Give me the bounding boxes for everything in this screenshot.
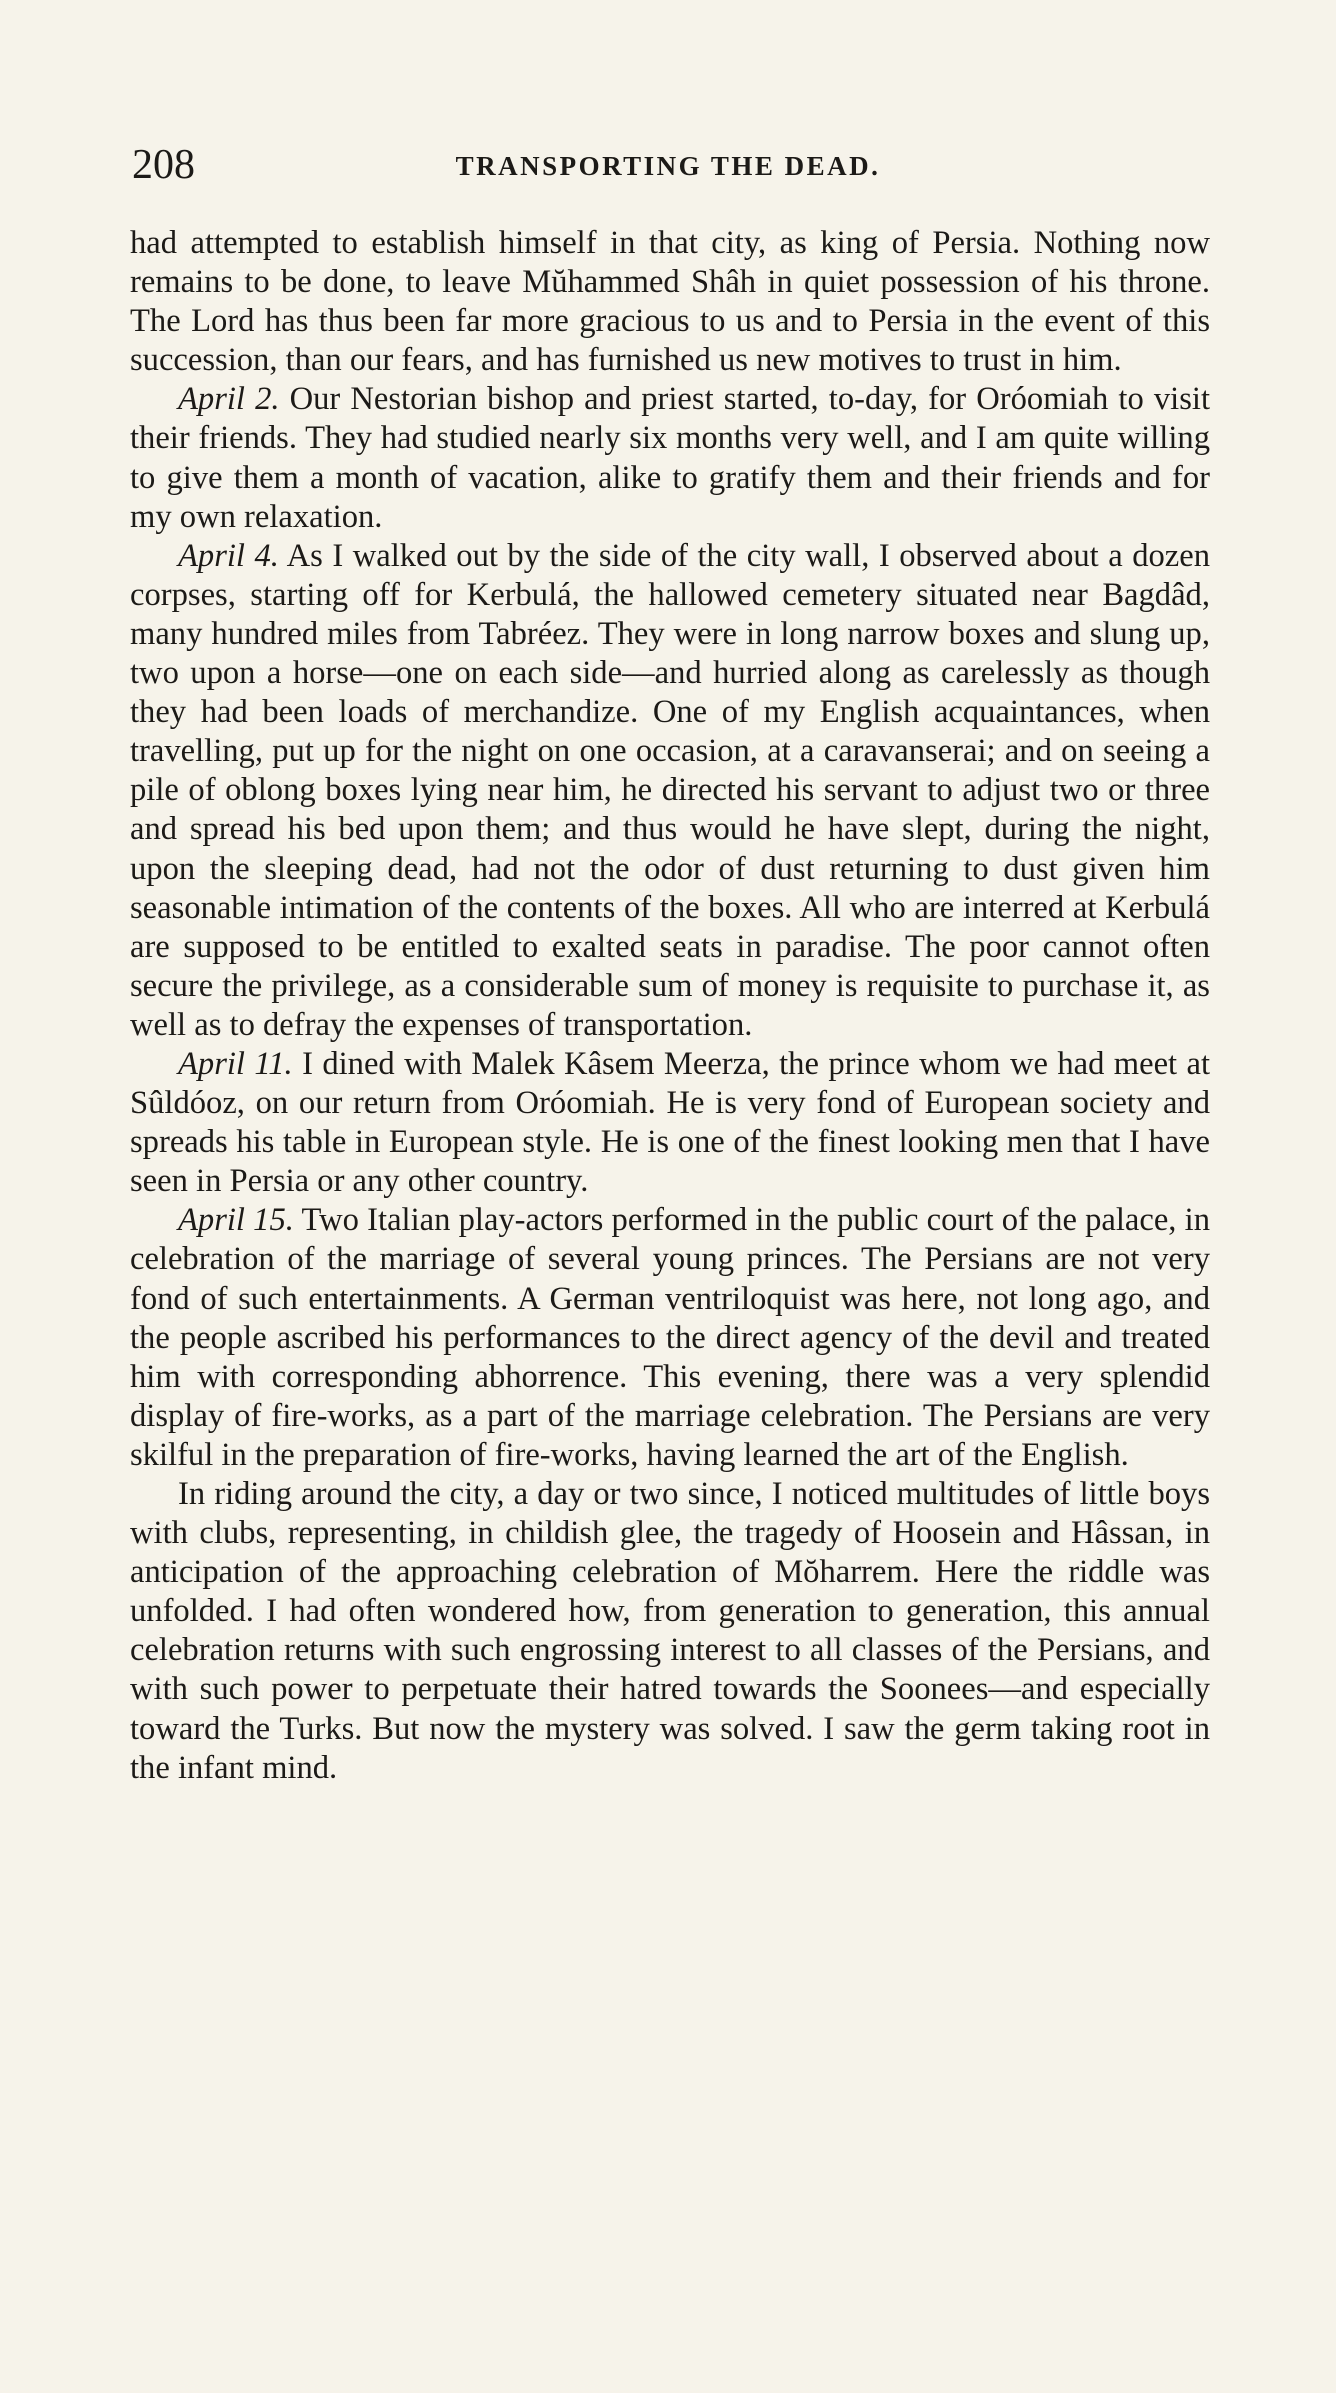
paragraph-continuation: [130, 224, 1210, 380]
entry-date: April 15.: [178, 1202, 294, 1239]
page-number: 208: [132, 142, 195, 188]
paragraph-text: Two Italian play-actors performed in the public court of the palace, in celebration of the marriage of several young princes. The Persians are not very fond of such entertainments. A German ventriloquist was here, not long ago, and the people ascribed his performances to the direct agency of the devil and treated him with corresponding abhorrence. This evening, there was a very splendid display of fire-works, as a part of the marriage celebration. The Persians are very skilful in the preparation of fire-works, having learned the art of the English.: [130, 1202, 1210, 1473]
entry-date: April 4.: [178, 537, 279, 574]
paragraph-riding: [130, 1475, 1210, 1788]
paragraph-text: had attempted to establish himself in that city, as king of Persia. Nothing now remains to be done, to leave Mŭhammed Shâh in quiet possession of his throne. The Lord has thus been far more gracious to us and to Persia in the event of this succession, than our fears, and has furnished us new motives to trust in him.: [130, 225, 1210, 379]
page-header: [132, 140, 1204, 190]
paragraph-text: As I walked out by the side of the city wall, I observed about a dozen corpses, starting off for Kerbulá, the hallowed cemetery situated near Bagdâd, many hundred miles from Tabréez. They were in long narrow boxes and slung up, two upon a horse—one on each side—and hurried along as carelessly as though they had been loads of merchandize. One of my English acquaintances, when travelling, put up for the night on one occasion, at a caravanserai; and on seeing a pile of oblong boxes lying near him, he directed his servant to adjust two or three and spread his bed upon them; and thus would he have slept, during the night, upon the sleeping dead, had not the odor of dust returning to dust given him seasonable intimation of the contents of the boxes. All who are interred at Kerbulá are supposed to be entitled to exalted seats in paradise. The poor cannot often secure the privilege, as a considerable sum of money is requisite to purchase it, as well as to defray the expenses of transportation.: [130, 537, 1210, 1043]
diary-entry-april-4: [130, 537, 1210, 1045]
paragraph-text: In riding around the city, a day or two since, I noticed multitudes of little boys with clubs, representing, in childish glee, the tragedy of Hoosein and Hâssan, in anticipation of the approaching celebration of Mŏharrem. Here the riddle was unfolded. I had often wondered how, from generation to generation, this annual celebration returns with such engrossing interest to all classes of the Persians, and with such power to perpetuate their hatred towards the Soonees—and especially toward the Turks. But now the mystery was solved. I saw the germ taking root in the infant mind.: [130, 1476, 1210, 1786]
diary-entry-april-2: [130, 380, 1210, 536]
paragraph-text: Our Nestorian bishop and priest started, to-day, for Oróomiah to visit their friends. They had studied nearly six months very well, and I am quite willing to give them a month of vacation, alike to gratify them and their friends and for my own relaxation.: [130, 381, 1210, 535]
running-title: TRANSPORTING THE DEAD.: [455, 151, 881, 181]
paragraph-text: I dined with Malek Kâsem Meerza, the prince whom we had meet at Sûldóoz, on our return from Oróomiah. He is very fond of European society and spreads his table in European style. He is one of the finest looking men that I have seen in Persia or any other country.: [130, 1045, 1211, 1200]
entry-date: April 11.: [178, 1045, 293, 1082]
body-text: [130, 224, 1210, 1788]
diary-entry-april-11: [130, 1045, 1210, 1201]
diary-entry-april-15: [130, 1201, 1210, 1475]
entry-date: April 2.: [178, 381, 280, 418]
